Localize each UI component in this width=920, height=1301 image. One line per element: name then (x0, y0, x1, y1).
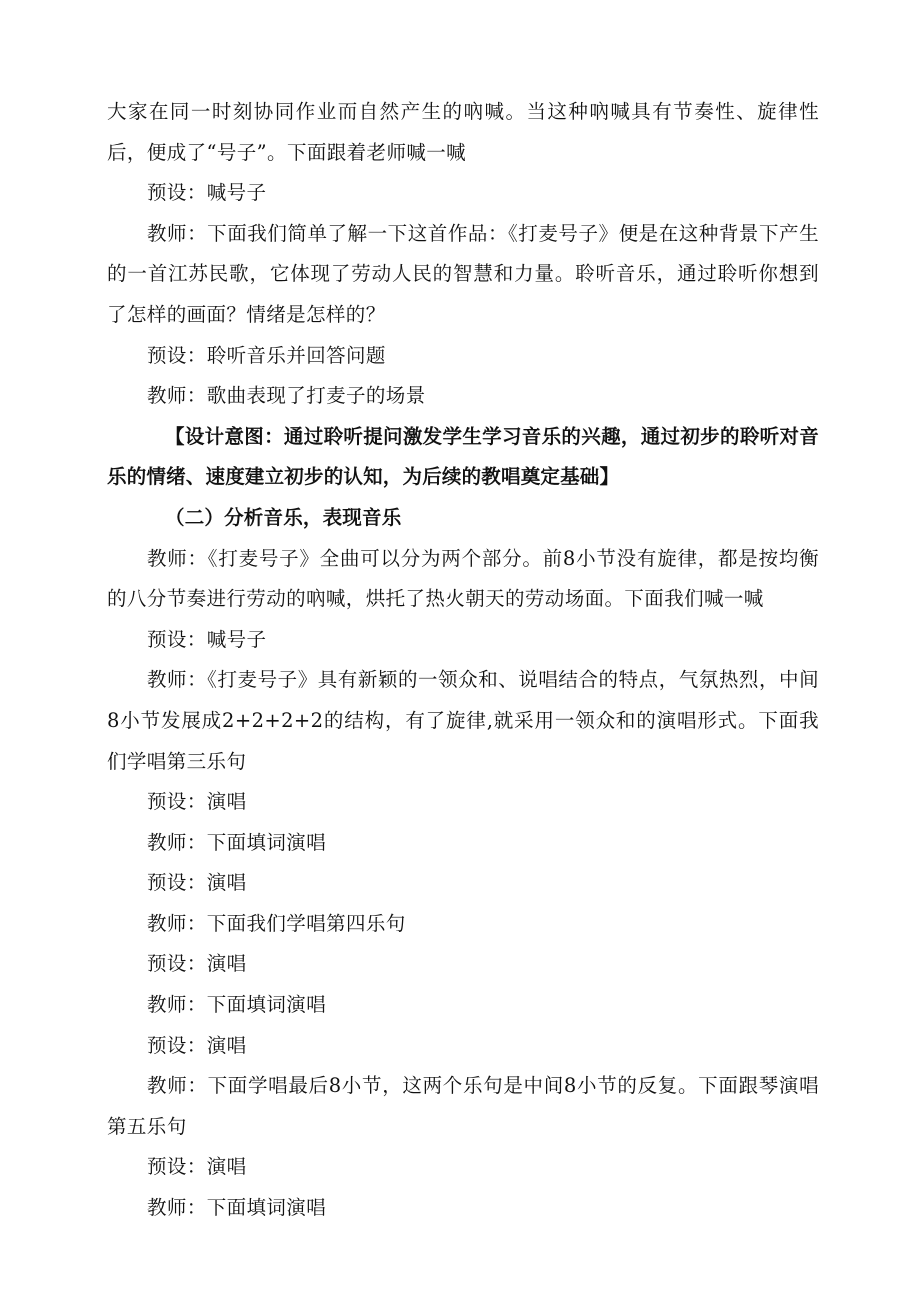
paragraph-teacher-scene: 教师：歌曲表现了打麦子的场景 (147, 384, 426, 408)
paragraph-teacher-intro-work: 教师：下面我们简单了解一下这首作品：《打麦号子》便是在这种背景下产生的一首江苏民歌，它体现了劳动人民的智慧和力量。聆听音乐，通过聆听你想到了怎样的画面？情绪是怎样的？ (107, 221, 819, 326)
paragraph-preset-shout: 预设：喊号子 (147, 181, 267, 205)
paragraph-teacher-structure: 教师：《打麦号子》全曲可以分为两个部分。前8小节没有旋律，都是按均衡的八分节奏进行劳动的吶喊，烘托了热火朝天的劳动场面。下面我们喊一喊 (107, 546, 819, 611)
paragraph-teacher-lyrics-1: 教师：下面填词演唱 (147, 830, 327, 854)
paragraph-teacher-lyrics-3: 教师：下面填词演唱 (147, 1196, 327, 1220)
paragraph-teacher-last-bars: 教师：下面学唱最后8小节，这两个乐句是中间8小节的反复。下面跟琴演唱第五乐句 (107, 1074, 819, 1138)
paragraph-preset-sing-2: 预设：演唱 (147, 871, 247, 895)
document-body (107, 92, 819, 1229)
paragraph-preset-sing-4: 预设：演唱 (147, 1033, 247, 1057)
paragraph-teacher-phrase-four: 教师：下面我们学唱第四乐句 (147, 911, 406, 935)
paragraph-preset-sing-5: 预设：演唱 (147, 1155, 247, 1179)
paragraph-teacher-lyrics-2: 教师：下面填词演唱 (147, 993, 327, 1017)
paragraph-preset-listen: 预设：聆听音乐并回答问题 (147, 343, 386, 367)
paragraph-preset-shout-2: 预设：喊号子 (147, 627, 267, 651)
paragraph-design-intent: 【设计意图：通过聆听提问激发学生学习音乐的兴趣，通过初步的聆听对音乐的情绪、速度建立初步的认知，为后续的教唱奠定基础】 (107, 424, 819, 489)
paragraph-continued-intro: 大家在同一时刻协同作业而自然产生的吶喊。当这种吶喊具有节奏性、旋律性后，便成了“号子”。下面跟着老师喊一喊 (107, 100, 819, 164)
section-heading: （二）分析音乐，表现音乐 (165, 505, 402, 529)
paragraph-teacher-phrase-three: 教师：《打麦号子》具有新颖的一领众和、说唱结合的特点，气氛热烈，中间8小节发展成2+2+2+2的结构，有了旋律,就采用一领众和的演唱形式。下面我们学唱第三乐句 (107, 668, 819, 773)
paragraph-preset-sing-3: 预设：演唱 (147, 952, 247, 976)
paragraph-preset-sing-1: 预设：演唱 (147, 790, 247, 814)
